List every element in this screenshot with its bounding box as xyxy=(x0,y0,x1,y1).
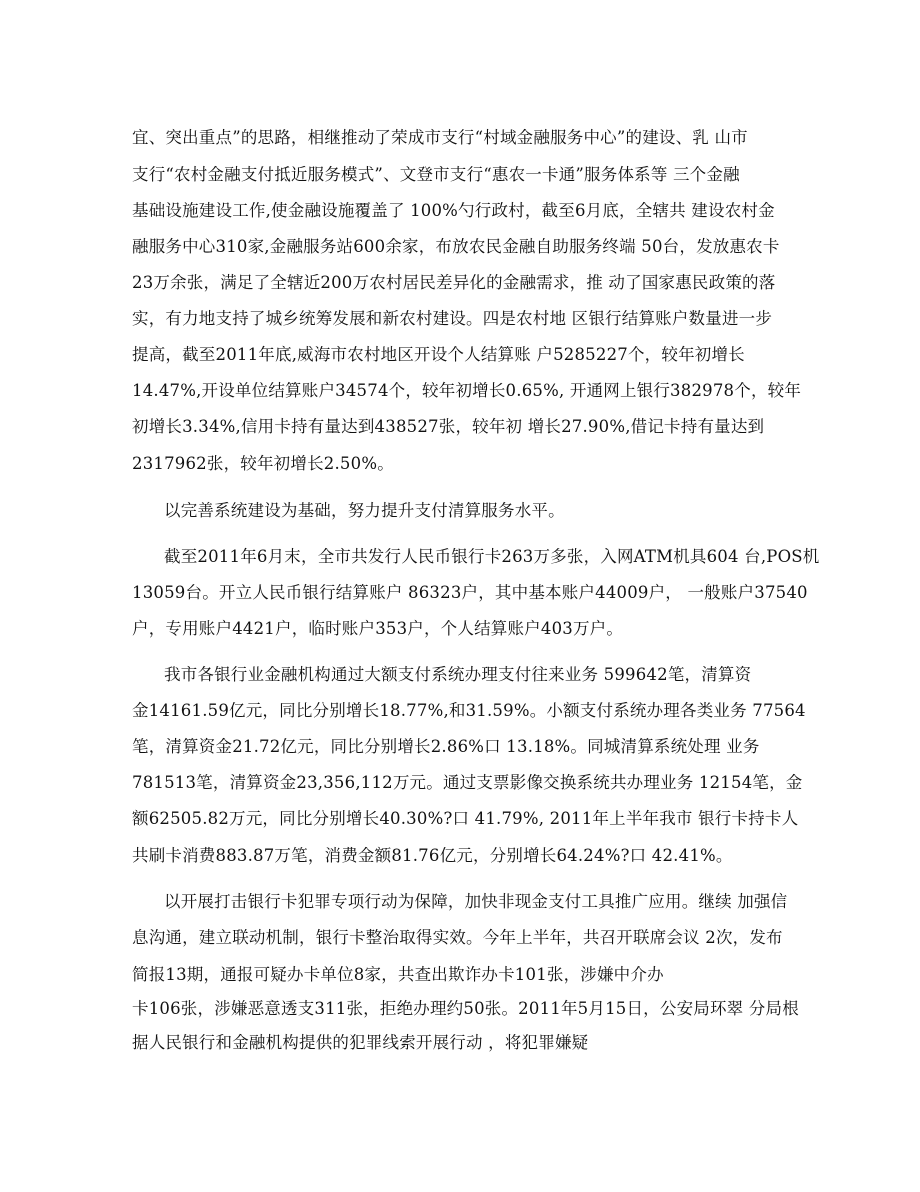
text-line: 支行“农村金融支付抵近服务模式”、文登市支行“惠农一卡通”服务体系等 三个金融 xyxy=(132,165,740,184)
text-line: 实，有力地支持了城乡统筹发展和新农村建设。四是农村地 区银行结算账户数量进一步 xyxy=(132,309,773,328)
text-line: 以开展打击银行卡犯罪专项行动为保障，加快非现金支付工具推广应用。继续 加强信 xyxy=(164,892,788,911)
text-line: 简报13期，通报可疑办卡单位8家，共查出欺诈办卡101张，涉嫌中介办 xyxy=(132,965,664,984)
paragraph-heading: 以完善系统建设为基础，努力提升支付清算服务水平。 xyxy=(164,501,565,520)
text-line: 14.47%,开设单位结算账户34574个，较年初增长0.65%, 开通网上银行382978个，较年 xyxy=(132,381,802,400)
text-line: 息沟通，建立联动机制，银行卡整治取得实效。今年上半年，共召开联席会议 2次，发布 xyxy=(132,928,783,947)
text-line: 截至2011年6月末，全市共发行人民币银行卡263万多张，入网ATM机具604 台,POS机 xyxy=(164,547,820,566)
text-line: 笔，清算资金21.72亿元，同比分别增长2.86%口 13.18%。同城清算系统处理 业务 xyxy=(132,737,760,756)
text-line: 宜、突出重点”的思路，相继推动了荣成市支行“村域金融服务中心”的建设、乳 山市 xyxy=(132,128,748,147)
text-line: 金14161.59亿元，同比分别增长18.77%,和31.59%。小额支付系统办理各类业务 77564 xyxy=(132,701,806,720)
text-line: 共刷卡消费883.87万笔，消费金额81.76亿元，分别增长64.24%?口 42.41%。 xyxy=(132,846,733,865)
text-line: 781513笔，清算资金23,356,112万元。通过支票影像交换系统共办理业务 12154笔，金 xyxy=(132,773,803,792)
text-line: 13059台。开立人民币银行结算账户 86323户，其中基本账户44009户， 一般账户37540 xyxy=(132,583,808,602)
text-line: 据人民银行和金融机构提供的犯罪线索开展行动 ，将犯罪嫌疑 xyxy=(132,1033,589,1052)
text-line: 我市各银行业金融机构通过大额支付系统办理支付往来业务 599642笔，清算资 xyxy=(164,665,752,684)
text-line: 卡106张，涉嫌恶意透支311张，拒绝办理约50张。2011年5月15日，公安局环翠 分局根 xyxy=(132,999,799,1018)
text-line: 初增长3.34%,信用卡持有量达到438527张，较年初 增长27.90%,借记卡持有量达到 xyxy=(132,417,765,436)
text-line: 基础设施建设工作,使金融设施覆盖了 100%勺行政村，截至6月底，全辖共 建设农村金 xyxy=(132,201,775,220)
text-line: 2317962张，较年初增长2.50%。 xyxy=(132,454,394,473)
text-line: 户，专用账户4421户，临时账户353户，个人结算账户403万户。 xyxy=(132,619,624,638)
text-line: 23万余张，满足了全辖近200万农村居民差异化的金融需求，推 动了国家惠民政策的落 xyxy=(132,273,776,292)
text-line: 额62505.82万元，同比分别增长40.30%?口 41.79%, 2011年上半年我市 银行卡持卡人 xyxy=(132,809,799,828)
text-line: 提高，截至2011年底,威海市农村地区开设个人结算账 户5285227个，较年初增长 xyxy=(132,345,745,364)
text-line: 融服务中心310家,金融服务站600余家，布放农民金融自助服务终端 50台，发放惠农卡 xyxy=(132,237,780,256)
